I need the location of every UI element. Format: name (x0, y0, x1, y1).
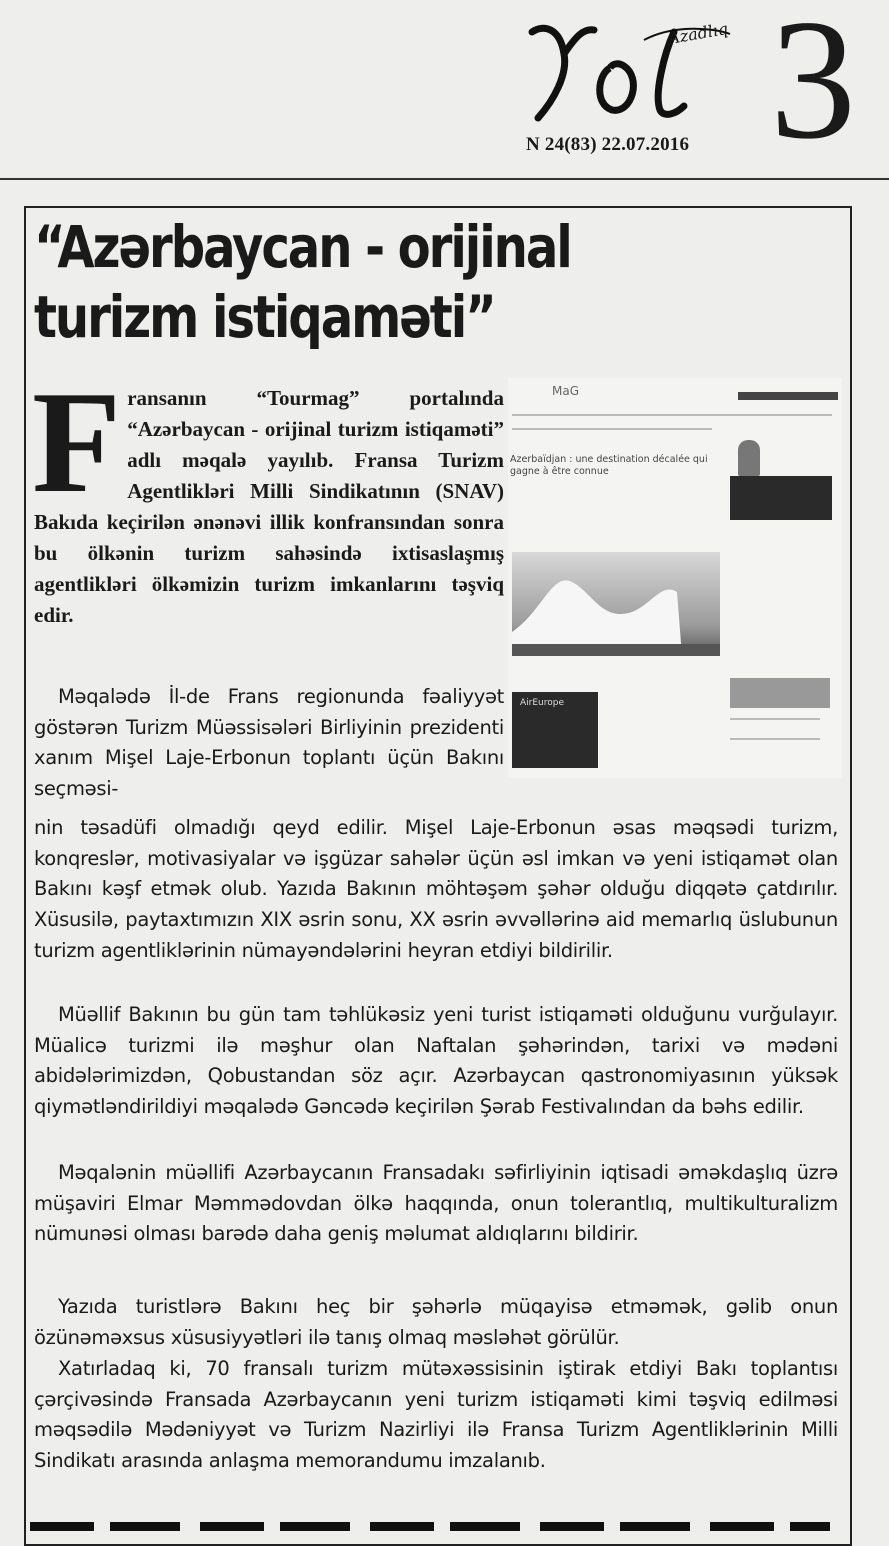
clipping-divider (730, 718, 820, 720)
article-headline: “Azərbaycan - orijinal turizm istiqaməti” (34, 213, 571, 351)
paragraph-2: Müəllif Bakının bu gün tam təhlükəsiz yeni turist istiqaməti olduğunu vurğulayır. Müalicə turizmi ilə məşhur olan Naftalan şəhərindən, tarixi və mədəni abidələrimizdən, Qobustandan söz açır. Azərbaycan qastronomiyasının yüksək qiymətləndirildiyi məqalədə Gəncədə keçirilən Şərab Festivalından da bəhs edilir. (34, 1003, 838, 1119)
thumb-label: AirEurope (520, 698, 565, 708)
paragraph-1-top: Məqalədə İl-de Frans regionunda fəaliyyət göstərən Turizm Müəssisələri Birliyinin prezidenti xanım Mişel Laje-Erbonun toplantı üçün Bakını seçməsi- (34, 685, 504, 801)
clipping-caption: Azerbaïdjan : une destination décalée qui gagne à être connue (510, 454, 708, 477)
clipping-brand: MaG (552, 384, 580, 398)
paragraph-5: Xatırladaq ki, 70 fransalı turizm mütəxəssisinin iştirak etdiyi Bakı toplantısı çərçivəsində Fransada Azərbaycanın yeni turizm istiqaməti kimi təşviq edilməsi məqsədilə Mədəniyyət və Turizm Nazirliyi ilə Fransa Turizm Agentliklərinin Milli Sindikatı arasında anlaşma memorandumu imzalanıb. (34, 1357, 838, 1473)
clipping-ad-thumbnail (730, 476, 832, 520)
clipping-divider (512, 414, 832, 416)
clipping-author-photo (738, 440, 760, 476)
dropcap: F (32, 361, 122, 523)
issue-line: N 24(83) 22.07.2016 (526, 134, 690, 155)
paragraph-1-bottom: nin təsadüfi olmadığı qeyd edilir. Mişel Laje-Erbonun əsas məqsədi turizm, konqreslər, motivasiyalar və işgüzar sahələr üçün əsl imkan və yeni istiqamət olan Bakını kəşf etmək olub. Yazıda Bakının möhtəşəm şəhər olduğu diqqətə çatdırılır. Xüsusilə, paytaxtımızın XIX əsrin sonu, XX əsrin əvvəllərinə aid memarlıq üslubunun turizm agentliklərinin nümayəndələrini heyran etdiyi bildirilir. (34, 816, 838, 962)
next-headline-cutoff (30, 1522, 830, 1531)
clipping-divider (512, 428, 712, 430)
article-intro (32, 361, 504, 631)
clipping-divider (730, 738, 820, 740)
building-silhouette (512, 552, 720, 656)
paragraph-3: Məqalənin müəllifi Azərbaycanın Fransadakı səfirliyinin iqtisadi əməkdaşlıq üzrə müşaviri Elmar Məmmədovdan ölkə haqqında, onun tolerantlıq, multikulturalizm nümunəsi olması barədə daha geniş məlumat aldıqlarını bildirir. (34, 1161, 838, 1246)
header-rule (0, 178, 889, 180)
paragraph-4: Yazıda turistlərə Bakını heç bir şəhərlə müqayisə etməmək, gəlib onun özünəməxsus xüsusiyyətləri ilə tanış olmaq məsləhət görülür. (34, 1295, 838, 1349)
clipping-side-thumbnail (730, 678, 830, 708)
clipping-main-photo (512, 552, 720, 656)
page-number: 3 (770, 0, 856, 175)
clipping-thumbnail (512, 692, 598, 768)
website-clipping-image (508, 378, 842, 778)
logo-small-text: Azadlıq (666, 18, 730, 49)
clipping-nav-bar (738, 392, 838, 400)
intro-text: ransanın “Tourmag” portalında “Azərbaycan - orijinal turizm istiqaməti” adlı məqalə yayılıb. Fransa Turizm Agentlikləri Milli Sindikatının (SNAV) Bakıda keçirilən ənənəvi illik konfransından sonra bu ölkənin turizm sahəsində ixtisaslaşmış agentlikləri ölkəmizin turizm imkanlarını təşviq edir. (34, 386, 504, 627)
